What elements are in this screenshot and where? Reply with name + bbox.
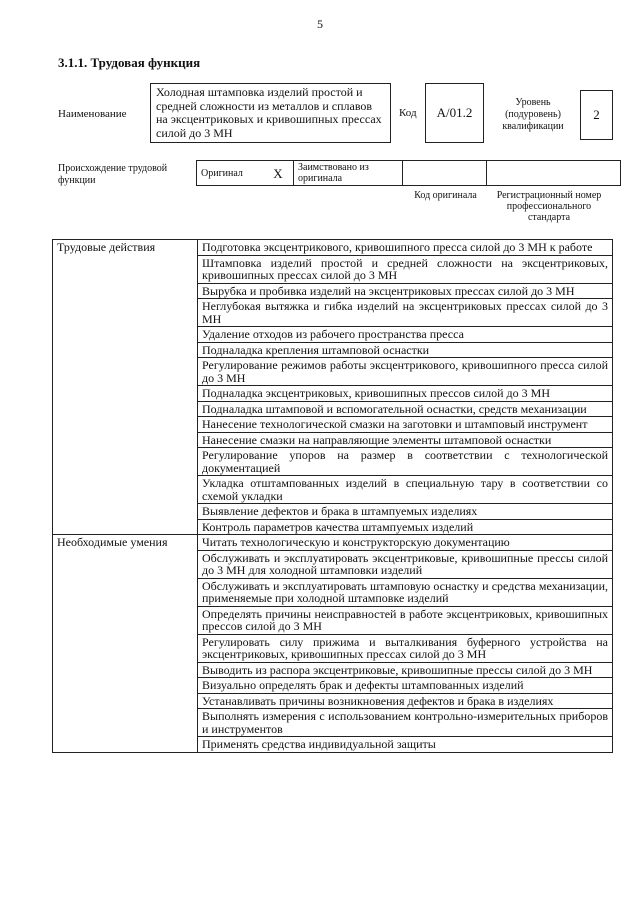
item-cell: Нанесение смазки на направляющие элементы штамповой оснастки <box>198 432 613 448</box>
item-cell: Визуально определять брак и дефекты штампованных изделий <box>198 678 613 694</box>
item-cell: Читать технологическую и конструкторскую документацию <box>198 535 613 551</box>
item-cell: Регулирование упоров на размер в соответствии с технологической документацией <box>198 448 613 476</box>
item-cell: Вырубка и пробивка изделий на эксцентриковых прессах силой до 3 МН <box>198 283 613 299</box>
item-cell: Обслуживать и эксплуатировать штамповую оснастку и средства механизации, применяемые при холодной штамповке изделий <box>198 578 613 606</box>
registration-number-caption: Регистрационный номер профессионального стандарта <box>496 190 602 223</box>
origin-table <box>196 160 621 186</box>
item-cell: Удаление отходов из рабочего пространства пресса <box>198 327 613 343</box>
registration-number-cell <box>487 161 621 186</box>
original-code-caption: Код оригинала <box>414 190 477 201</box>
qualification-level-box: 2 <box>580 90 613 140</box>
table-row <box>53 535 613 551</box>
table-row <box>53 240 613 256</box>
name-label: Наименование <box>58 108 127 120</box>
item-cell: Неглубокая вытяжка и гибка изделий на эксцентриковых прессах силой до 3 МН <box>198 299 613 327</box>
function-code-box: А/01.2 <box>425 83 484 143</box>
original-mark: X <box>263 161 294 186</box>
original-label: Оригинал <box>197 161 264 186</box>
item-cell: Устанавливать причины возникновения дефектов и брака в изделиях <box>198 693 613 709</box>
item-cell: Обслуживать и эксплуатировать эксцентриковые, кривошипные прессы силой до 3 МН для холодной штамповки изделий <box>198 550 613 578</box>
borrowed-label: Заимствовано из оригинала <box>294 161 403 186</box>
item-cell: Регулирование режимов работы эксцентрикового, кривошипного пресса силой до 3 МН <box>198 358 613 386</box>
labor-function-table <box>52 239 613 753</box>
item-cell: Подналадка эксцентриковых, кривошипных прессов силой до 3 МН <box>198 386 613 402</box>
item-cell: Выявление дефектов и брака в штампуемых изделиях <box>198 504 613 520</box>
qualification-level-label: Уровень (подуровень) квалификации <box>502 97 564 132</box>
function-name-box: Холодная штамповка изделий простой и средней сложности из металлов и сплавов на эксцентриковых и кривошипных прессах силой до 3 МН <box>150 83 391 143</box>
category-cell: Трудовые действия <box>53 240 198 535</box>
category-cell: Необходимые умения <box>53 535 198 753</box>
item-cell: Укладка отштампованных изделий в специальную тару в соответствии со схемой укладки <box>198 476 613 504</box>
item-cell: Выводить из распора эксцентриковые, кривошипные прессы силой до 3 МН <box>198 662 613 678</box>
item-cell: Регулировать силу прижима и выталкивания буферного устройства на эксцентриковых, кривошипных прессах силой до 3 МН <box>198 634 613 662</box>
section-title: 3.1.1. Трудовая функция <box>58 55 201 70</box>
item-cell: Контроль параметров качества штампуемых изделий <box>198 519 613 535</box>
item-cell: Применять средства индивидуальной защиты <box>198 737 613 753</box>
item-cell: Подготовка эксцентрикового, кривошипного пресса силой до 3 МН к работе <box>198 240 613 256</box>
item-cell: Штамповка изделий простой и средней сложности на эксцентриковых, кривошипных прессах силой до 3 МН <box>198 255 613 283</box>
item-cell: Нанесение технологической смазки на заготовки и штамповый инструмент <box>198 417 613 433</box>
page-number: 5 <box>317 17 323 31</box>
origin-label: Происхождение трудовой функции <box>58 163 168 186</box>
item-cell: Выполнять измерения с использованием контрольно-измерительных приборов и инструментов <box>198 709 613 737</box>
item-cell: Подналадка крепления штамповой оснастки <box>198 342 613 358</box>
item-cell: Подналадка штамповой и вспомогательной оснастки, средств механизации <box>198 401 613 417</box>
original-code-cell <box>403 161 487 186</box>
code-label: Код <box>399 107 417 119</box>
item-cell: Определять причины неисправностей в работе эксцентриковых, кривошипных прессов силой до 3 МН <box>198 606 613 634</box>
